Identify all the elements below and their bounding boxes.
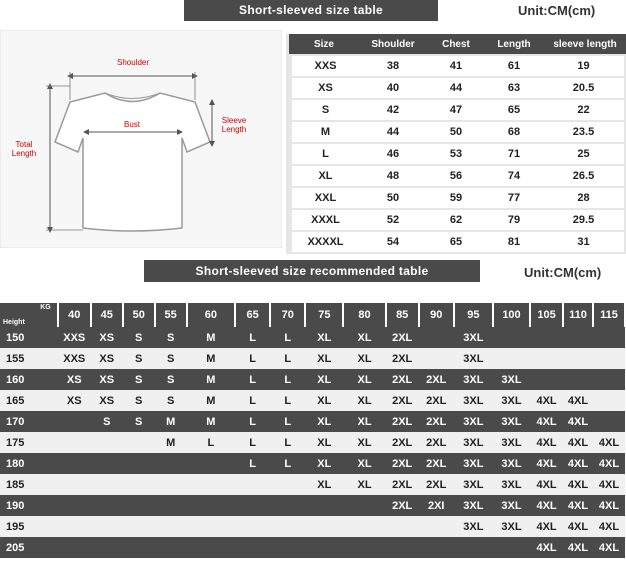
- size-cell: 4XL: [593, 453, 625, 474]
- size-cell: S: [123, 348, 155, 369]
- size-cell: [493, 537, 530, 558]
- size-cell: 3XL: [493, 474, 530, 495]
- size-cell: 2XI: [419, 495, 454, 516]
- size-cell: [419, 537, 454, 558]
- size-cell: M: [155, 432, 187, 453]
- size-cell: 3XL: [493, 390, 530, 411]
- size-cell: S: [155, 348, 187, 369]
- size-cell: [493, 327, 530, 348]
- table-cell: XXXXL: [289, 231, 359, 253]
- size-cell: 3XL: [454, 495, 493, 516]
- recommend-unit: Unit:CM(cm): [524, 265, 602, 280]
- size-cell: [419, 516, 454, 537]
- table-cell: 31: [543, 231, 626, 253]
- table-row: [0, 495, 625, 516]
- size-cell: [305, 495, 343, 516]
- table-cell: 79: [485, 209, 543, 231]
- size-cell: [58, 411, 91, 432]
- size-cell: [563, 327, 593, 348]
- size-cell: [58, 516, 91, 537]
- size-cell: 4XL: [593, 495, 625, 516]
- table-cell: 40: [359, 77, 427, 99]
- size-cell: XL: [343, 348, 385, 369]
- table-cell: 41: [427, 55, 485, 77]
- size-cell: [187, 474, 235, 495]
- table-row: [0, 411, 625, 432]
- table-row: [289, 209, 626, 231]
- size-cell: 3XL: [493, 411, 530, 432]
- size-cell: 2XL: [419, 369, 454, 390]
- size-cell: XL: [305, 390, 343, 411]
- size-table-unit: Unit:CM(cm): [518, 3, 596, 18]
- size-cell: [563, 369, 593, 390]
- height-cell: 175: [0, 432, 58, 453]
- size-cell: M: [187, 390, 235, 411]
- size-cell: 3XL: [454, 327, 493, 348]
- table-cell: S: [289, 99, 359, 121]
- size-cell: [155, 516, 187, 537]
- weight-header: 80: [343, 303, 385, 327]
- sleeve-label-line2: Length: [221, 125, 247, 134]
- size-cell: XS: [58, 390, 91, 411]
- size-cell: [58, 537, 91, 558]
- table-row: [0, 516, 625, 537]
- size-cell: [235, 537, 270, 558]
- table-cell: 68: [485, 121, 543, 143]
- size-cell: [386, 516, 419, 537]
- height-cell: 195: [0, 516, 58, 537]
- size-cell: M: [187, 348, 235, 369]
- size-cell: 4XL: [563, 390, 593, 411]
- size-cell: XS: [91, 390, 123, 411]
- size-cell: 3XL: [493, 495, 530, 516]
- table-row: [289, 99, 626, 121]
- size-cell: [386, 537, 419, 558]
- size-cell: 4XL: [593, 537, 625, 558]
- size-cell: [58, 453, 91, 474]
- weight-header: 85: [386, 303, 419, 327]
- table-cell: 38: [359, 55, 427, 77]
- table-cell: 28: [543, 187, 626, 209]
- height-cell: 165: [0, 390, 58, 411]
- size-cell: [305, 516, 343, 537]
- size-cell: 4XL: [530, 516, 563, 537]
- size-cell: 3XL: [493, 516, 530, 537]
- size-cell: XL: [305, 432, 343, 453]
- size-cell: 2XL: [419, 432, 454, 453]
- size-cell: S: [123, 369, 155, 390]
- size-cell: [530, 327, 563, 348]
- size-cell: [270, 495, 305, 516]
- size-cell: XL: [343, 453, 385, 474]
- recommend-banner: Short-sleeved size recommended table: [144, 260, 480, 282]
- size-cell: [123, 453, 155, 474]
- size-cell: 4XL: [563, 495, 593, 516]
- size-cell: 4XL: [530, 537, 563, 558]
- table-cell: XXS: [289, 55, 359, 77]
- header-shoulder: Shoulder: [359, 34, 427, 55]
- size-cell: L: [235, 453, 270, 474]
- table-cell: 56: [427, 165, 485, 187]
- size-cell: 3XL: [493, 432, 530, 453]
- table-row: [0, 327, 625, 348]
- height-cell: 205: [0, 537, 58, 558]
- size-cell: [91, 495, 123, 516]
- size-cell: [58, 474, 91, 495]
- sleeve-length-label: [214, 116, 254, 134]
- size-cell: 2XL: [419, 390, 454, 411]
- size-cell: [187, 537, 235, 558]
- table-row: [0, 537, 625, 558]
- table-cell: 47: [427, 99, 485, 121]
- size-cell: 2XL: [419, 474, 454, 495]
- height-cell: 190: [0, 495, 58, 516]
- size-cell: [123, 495, 155, 516]
- size-cell: XL: [343, 432, 385, 453]
- table-cell: 52: [359, 209, 427, 231]
- size-cell: 4XL: [563, 453, 593, 474]
- shoulder-label: Shoulder: [116, 58, 150, 67]
- size-cell: [187, 495, 235, 516]
- weight-header: 45: [91, 303, 123, 327]
- size-cell: 2XL: [386, 390, 419, 411]
- table-cell: 25: [543, 143, 626, 165]
- size-cell: L: [270, 453, 305, 474]
- recommend-header: [0, 303, 625, 327]
- size-cell: [593, 390, 625, 411]
- size-cell: 4XL: [530, 390, 563, 411]
- size-cell: XS: [91, 348, 123, 369]
- size-cell: 4XL: [593, 474, 625, 495]
- table-cell: XL: [289, 165, 359, 187]
- size-cell: XL: [305, 369, 343, 390]
- table-cell: 19: [543, 55, 626, 77]
- size-cell: 4XL: [530, 411, 563, 432]
- table-cell: M: [289, 121, 359, 143]
- size-cell: L: [235, 327, 270, 348]
- table-cell: 50: [359, 187, 427, 209]
- table-cell: 63: [485, 77, 543, 99]
- table-cell: 81: [485, 231, 543, 253]
- size-cell: L: [270, 390, 305, 411]
- size-table-banner: Short-sleeved size table: [184, 0, 438, 21]
- size-cell: [91, 537, 123, 558]
- total-length-label: [4, 140, 44, 158]
- size-cell: 3XL: [493, 453, 530, 474]
- table-row: [0, 348, 625, 369]
- header-length: Length: [485, 34, 543, 55]
- size-cell: [123, 537, 155, 558]
- size-cell: XL: [343, 474, 385, 495]
- size-cell: [155, 537, 187, 558]
- recommend-table: [0, 303, 626, 558]
- table-row: [0, 432, 625, 453]
- size-cell: 4XL: [563, 411, 593, 432]
- table-cell: 65: [485, 99, 543, 121]
- size-cell: 4XL: [530, 495, 563, 516]
- size-cell: [91, 516, 123, 537]
- size-cell: [343, 495, 385, 516]
- table-row: [0, 474, 625, 495]
- size-cell: L: [270, 327, 305, 348]
- size-cell: XS: [91, 327, 123, 348]
- table-cell: 65: [427, 231, 485, 253]
- size-cell: M: [187, 369, 235, 390]
- size-cell: [419, 348, 454, 369]
- header-sleeve-length: sleeve length: [543, 34, 626, 55]
- table-cell: 61: [485, 55, 543, 77]
- height-cell: 170: [0, 411, 58, 432]
- size-cell: 3XL: [454, 348, 493, 369]
- size-cell: [270, 537, 305, 558]
- header-chest: Chest: [427, 34, 485, 55]
- size-cell: L: [187, 432, 235, 453]
- size-cell: 2XL: [419, 453, 454, 474]
- size-cell: [235, 495, 270, 516]
- table-cell: 26.5: [543, 165, 626, 187]
- size-cell: L: [235, 369, 270, 390]
- size-cell: [58, 432, 91, 453]
- table-cell: 44: [427, 77, 485, 99]
- size-cell: [593, 327, 625, 348]
- size-cell: XL: [305, 474, 343, 495]
- size-cell: XL: [305, 411, 343, 432]
- weight-header: 115: [593, 303, 625, 327]
- size-cell: 3XL: [454, 516, 493, 537]
- size-cell: XS: [58, 369, 91, 390]
- size-cell: L: [235, 432, 270, 453]
- size-cell: [593, 411, 625, 432]
- size-cell: [235, 474, 270, 495]
- size-cell: [58, 495, 91, 516]
- size-cell: [419, 327, 454, 348]
- height-cell: 150: [0, 327, 58, 348]
- table-row: [289, 55, 626, 77]
- weight-header: 70: [270, 303, 305, 327]
- size-cell: [187, 453, 235, 474]
- table-cell: 46: [359, 143, 427, 165]
- table-row: [289, 231, 626, 253]
- weight-header: 100: [493, 303, 530, 327]
- weight-header: 40: [58, 303, 91, 327]
- weight-header: 105: [530, 303, 563, 327]
- table-cell: L: [289, 143, 359, 165]
- size-cell: XL: [343, 327, 385, 348]
- corner-height-label: Height: [3, 319, 25, 326]
- size-cell: M: [155, 411, 187, 432]
- table-cell: 77: [485, 187, 543, 209]
- total-label-line2: Length: [11, 149, 37, 158]
- size-cell: XS: [91, 369, 123, 390]
- size-cell: 4XL: [563, 432, 593, 453]
- size-cell: 2XL: [386, 369, 419, 390]
- size-cell: XXS: [58, 348, 91, 369]
- table-cell: 71: [485, 143, 543, 165]
- size-cell: XL: [343, 390, 385, 411]
- size-cell: S: [155, 390, 187, 411]
- size-cell: [155, 453, 187, 474]
- size-cell: 3XL: [454, 411, 493, 432]
- size-cell: 3XL: [454, 432, 493, 453]
- bust-label: Bust: [123, 120, 140, 129]
- size-cell: XXS: [58, 327, 91, 348]
- size-cell: [123, 516, 155, 537]
- weight-header: 50: [123, 303, 155, 327]
- size-cell: [155, 474, 187, 495]
- size-cell: 4XL: [530, 474, 563, 495]
- total-label-line1: Total: [15, 140, 33, 149]
- height-cell: 185: [0, 474, 58, 495]
- size-cell: [493, 348, 530, 369]
- size-cell: [593, 348, 625, 369]
- sleeve-label-line1: Sleeve: [221, 116, 247, 125]
- table-row: [289, 187, 626, 209]
- table-row: [289, 165, 626, 187]
- size-cell: L: [270, 432, 305, 453]
- weight-header: 110: [563, 303, 593, 327]
- size-cell: [530, 348, 563, 369]
- size-cell: 2XL: [419, 411, 454, 432]
- size-cell: XL: [343, 411, 385, 432]
- table-cell: 48: [359, 165, 427, 187]
- table-cell: 59: [427, 187, 485, 209]
- table-cell: 20.5: [543, 77, 626, 99]
- table-row: [0, 369, 625, 390]
- table-cell: 42: [359, 99, 427, 121]
- size-cell: 3XL: [454, 474, 493, 495]
- size-cell: 4XL: [563, 537, 593, 558]
- size-cell: XL: [305, 327, 343, 348]
- size-cell: M: [187, 327, 235, 348]
- tshirt-diagram: [0, 30, 282, 248]
- table-row: [289, 121, 626, 143]
- corner-kg-label: KG: [40, 304, 51, 311]
- size-cell: [563, 348, 593, 369]
- size-cell: 3XL: [454, 453, 493, 474]
- size-cell: 2XL: [386, 495, 419, 516]
- table-cell: XS: [289, 77, 359, 99]
- size-cell: [187, 516, 235, 537]
- size-cell: L: [270, 411, 305, 432]
- size-cell: [123, 432, 155, 453]
- table-cell: XXXL: [289, 209, 359, 231]
- size-cell: 4XL: [593, 516, 625, 537]
- table-cell: 22: [543, 99, 626, 121]
- size-cell: 3XL: [493, 369, 530, 390]
- table-cell: 29.5: [543, 209, 626, 231]
- height-cell: 155: [0, 348, 58, 369]
- size-cell: L: [270, 369, 305, 390]
- size-cell: M: [187, 411, 235, 432]
- size-cell: S: [123, 411, 155, 432]
- table-cell: 44: [359, 121, 427, 143]
- size-cell: S: [123, 390, 155, 411]
- corner-cell: [0, 303, 58, 327]
- size-cell: 4XL: [563, 474, 593, 495]
- size-cell: [123, 474, 155, 495]
- size-cell: [454, 537, 493, 558]
- size-cell: XL: [305, 348, 343, 369]
- size-cell: [91, 474, 123, 495]
- table-row: [0, 390, 625, 411]
- size-cell: L: [235, 348, 270, 369]
- size-cell: 2XL: [386, 411, 419, 432]
- height-cell: 180: [0, 453, 58, 474]
- size-table-header: [289, 34, 626, 55]
- table-cell: 62: [427, 209, 485, 231]
- size-cell: S: [155, 369, 187, 390]
- height-cell: 160: [0, 369, 58, 390]
- size-cell: [91, 453, 123, 474]
- size-cell: 2XL: [386, 348, 419, 369]
- table-row: [0, 453, 625, 474]
- weight-header: 95: [454, 303, 493, 327]
- header-size: Size: [289, 34, 359, 55]
- size-cell: [343, 537, 385, 558]
- table-cell: 74: [485, 165, 543, 187]
- size-cell: L: [235, 390, 270, 411]
- table-row: [289, 77, 626, 99]
- size-cell: [155, 495, 187, 516]
- size-cell: [235, 516, 270, 537]
- table-cell: 53: [427, 143, 485, 165]
- size-cell: 2XL: [386, 432, 419, 453]
- size-cell: 2XL: [386, 327, 419, 348]
- size-cell: 4XL: [530, 453, 563, 474]
- table-cell: XXL: [289, 187, 359, 209]
- size-cell: 2XL: [386, 474, 419, 495]
- weight-header: 55: [155, 303, 187, 327]
- weight-header: 60: [187, 303, 235, 327]
- table-cell: 54: [359, 231, 427, 253]
- size-cell: XL: [343, 369, 385, 390]
- size-cell: L: [235, 411, 270, 432]
- size-cell: L: [270, 348, 305, 369]
- table-cell: 50: [427, 121, 485, 143]
- size-cell: 3XL: [454, 390, 493, 411]
- size-cell: XL: [305, 453, 343, 474]
- size-cell: S: [155, 327, 187, 348]
- size-cell: [270, 516, 305, 537]
- table-cell: 23.5: [543, 121, 626, 143]
- size-cell: 4XL: [593, 432, 625, 453]
- size-cell: [270, 474, 305, 495]
- size-cell: [91, 432, 123, 453]
- size-table: [286, 34, 626, 254]
- size-cell: S: [123, 327, 155, 348]
- size-cell: 3XL: [454, 369, 493, 390]
- size-cell: 4XL: [563, 516, 593, 537]
- size-cell: [305, 537, 343, 558]
- size-cell: 2XL: [386, 453, 419, 474]
- weight-header: 75: [305, 303, 343, 327]
- size-cell: [593, 369, 625, 390]
- size-cell: 4XL: [530, 432, 563, 453]
- size-cell: S: [91, 411, 123, 432]
- weight-header: 65: [235, 303, 270, 327]
- size-cell: [343, 516, 385, 537]
- size-cell: [530, 369, 563, 390]
- table-row: [289, 143, 626, 165]
- weight-header: 90: [419, 303, 454, 327]
